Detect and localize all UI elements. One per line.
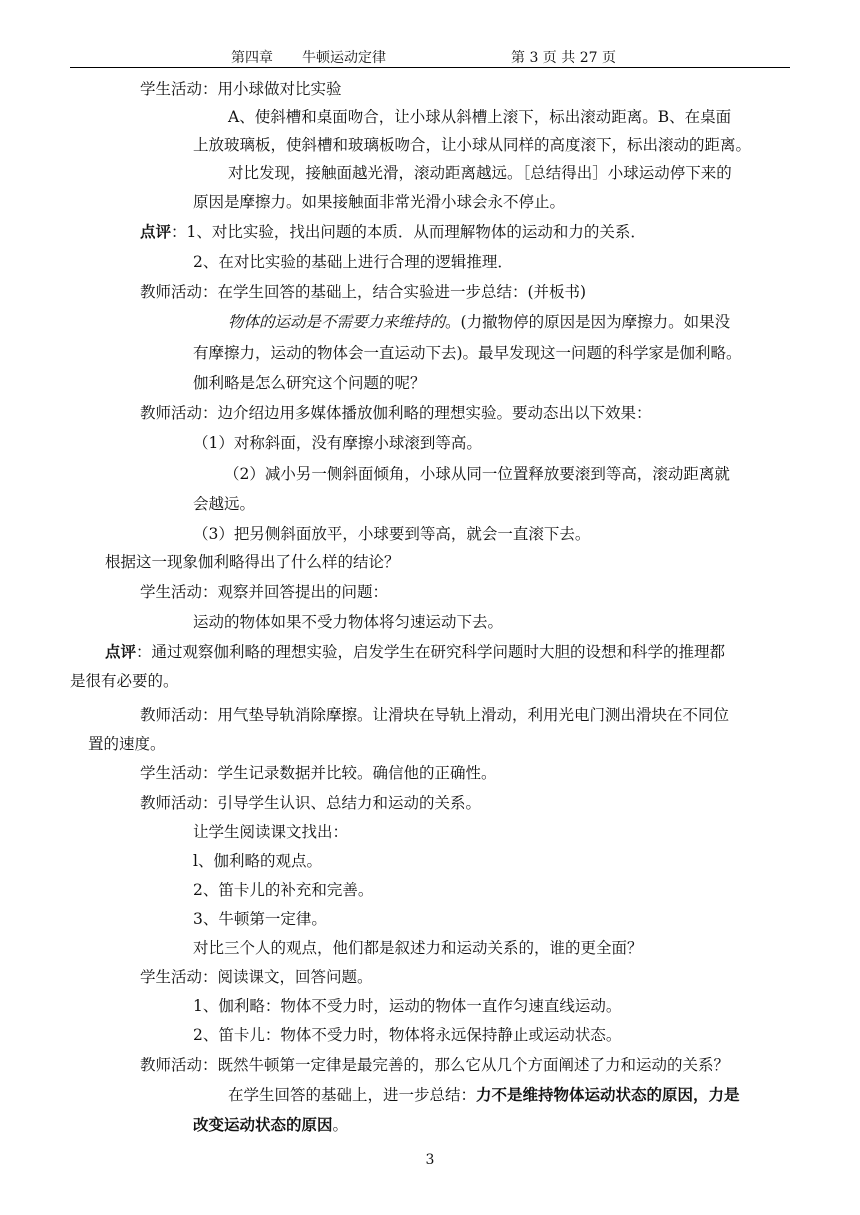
text-span: 。(力撤物停的原因是因为摩擦力。如果没 (445, 313, 731, 331)
text-line: 教师活动：既然牛顿第一定律是最完善的，那么它从几个方面阐述了力和运动的关系？ (140, 1056, 730, 1074)
text-line: 学生活动：学生记录数据并比较。确信他的正确性。 (140, 764, 497, 782)
comment-text: ：1、对比实验，找出问题的本质．从而理解物体的运动和力的关系． (171, 223, 646, 241)
text-line: 学生活动：阅读课文，回答问题。 (140, 968, 373, 986)
text-line: 伽利略是怎么研究这个问题的呢？ (193, 374, 426, 392)
page-number: 3 (425, 1152, 435, 1168)
text-line: 置的速度。 (88, 735, 166, 753)
text-line: 会越远。 (193, 495, 256, 513)
text-line: 教师活动：引导学生认识、总结力和运动的关系。 (140, 794, 482, 812)
text-line: 教师活动：边介绍边用多媒体播放伽利略的理想实验。要动态出以下效果： (140, 404, 652, 422)
list-item: 2、笛卡儿的补充和完善。 (193, 881, 374, 899)
text-line: 原因是摩擦力。如果接触面非常光滑小球会永不停止。 (193, 193, 566, 211)
comment-line (140, 222, 646, 242)
header-page-info: 第 3 页 共 27 页 (511, 50, 616, 66)
text-line: 对比发现，接触面越光滑，滚动距离越远。［总结得出］小球运动停下来的 (228, 164, 732, 182)
header-rule (70, 67, 790, 68)
text-line: （1）对称斜面，没有摩擦小球滚到等高。 (193, 434, 482, 452)
comment-label: 点评 (140, 222, 172, 241)
text-line: （3）把另侧斜面放平，小球要到等高，就会一直滚下去。 (193, 525, 591, 543)
comment-line (105, 642, 725, 662)
header-title: 牛顿运动定律 (302, 50, 386, 66)
text-line: 上放玻璃板，使斜槽和玻璃板吻合，让小球从同样的高度滚下，标出滚动的距离。 (193, 136, 752, 154)
text-span: 。 (332, 1116, 349, 1134)
list-item: l、伽利略的观点。 (193, 852, 322, 870)
list-item: 2、笛卡儿：物体不受力时，物体将永远保持静止或运动状态。 (193, 1026, 622, 1044)
list-item: 1、伽利略：物体不受力时，运动的物体一直作匀速直线运动。 (193, 997, 622, 1015)
conclusion-bold: 力不是维持物体运动状态的原因，力是 (476, 1085, 740, 1104)
text-line: 运动的物体如果不受力物体将匀速运动下去。 (193, 613, 504, 631)
text-line: 学生活动：用小球做对比实验 (140, 80, 342, 98)
text-line: 根据这一现象伽利略得出了什么样的结论？ (105, 553, 400, 571)
text-line: A、使斜槽和桌面吻合，让小球从斜槽上滚下，标出滚动距离。B、在桌面 (228, 108, 732, 126)
conclusion-bold: 改变运动状态的原因 (193, 1115, 333, 1134)
list-item: 3、牛顿第一定律。 (193, 910, 327, 928)
text-line: 教师活动：在学生回答的基础上，结合实验进一步总结：(并板书) (140, 283, 587, 301)
header-chapter: 第四章 (231, 50, 273, 66)
text-line: 有摩擦力，运动的物体会一直运动下去)。最早发现这一问题的科学家是伽利略。 (193, 344, 742, 362)
text-line: 学生活动：观察并回答提出的问题： (140, 583, 389, 601)
comment-label: 点评 (105, 642, 137, 661)
text-line: 教师活动：用气垫导轨消除摩擦。让滑块在导轨上滑动，利用光电门测出滑块在不同位 (140, 706, 730, 724)
conclusion-line (228, 1085, 740, 1105)
text-line: 2、在对比实验的基础上进行合理的逻辑推理． (193, 253, 513, 271)
text-line: 是很有必要的。 (70, 672, 179, 690)
conclusion-line (193, 1115, 348, 1135)
text-line: 对比三个人的观点，他们都是叙述力和运动关系的，谁的更全面？ (193, 939, 643, 957)
comment-text: ：通过观察伽利略的理想实验，启发学生在研究科学问题时大胆的设想和科学的推理都 (136, 643, 726, 661)
text-line (228, 312, 730, 332)
text-line: 让学生阅读课文找出： (193, 823, 349, 841)
emphasis-text: 物体的运动是不需要力来维持的 (228, 313, 446, 331)
text-span: 在学生回答的基础上，进一步总结： (228, 1086, 477, 1104)
text-line: （2）减小另一侧斜面倾角，小球从同一位置释放要滚到等高，滚动距离就 (224, 465, 730, 483)
